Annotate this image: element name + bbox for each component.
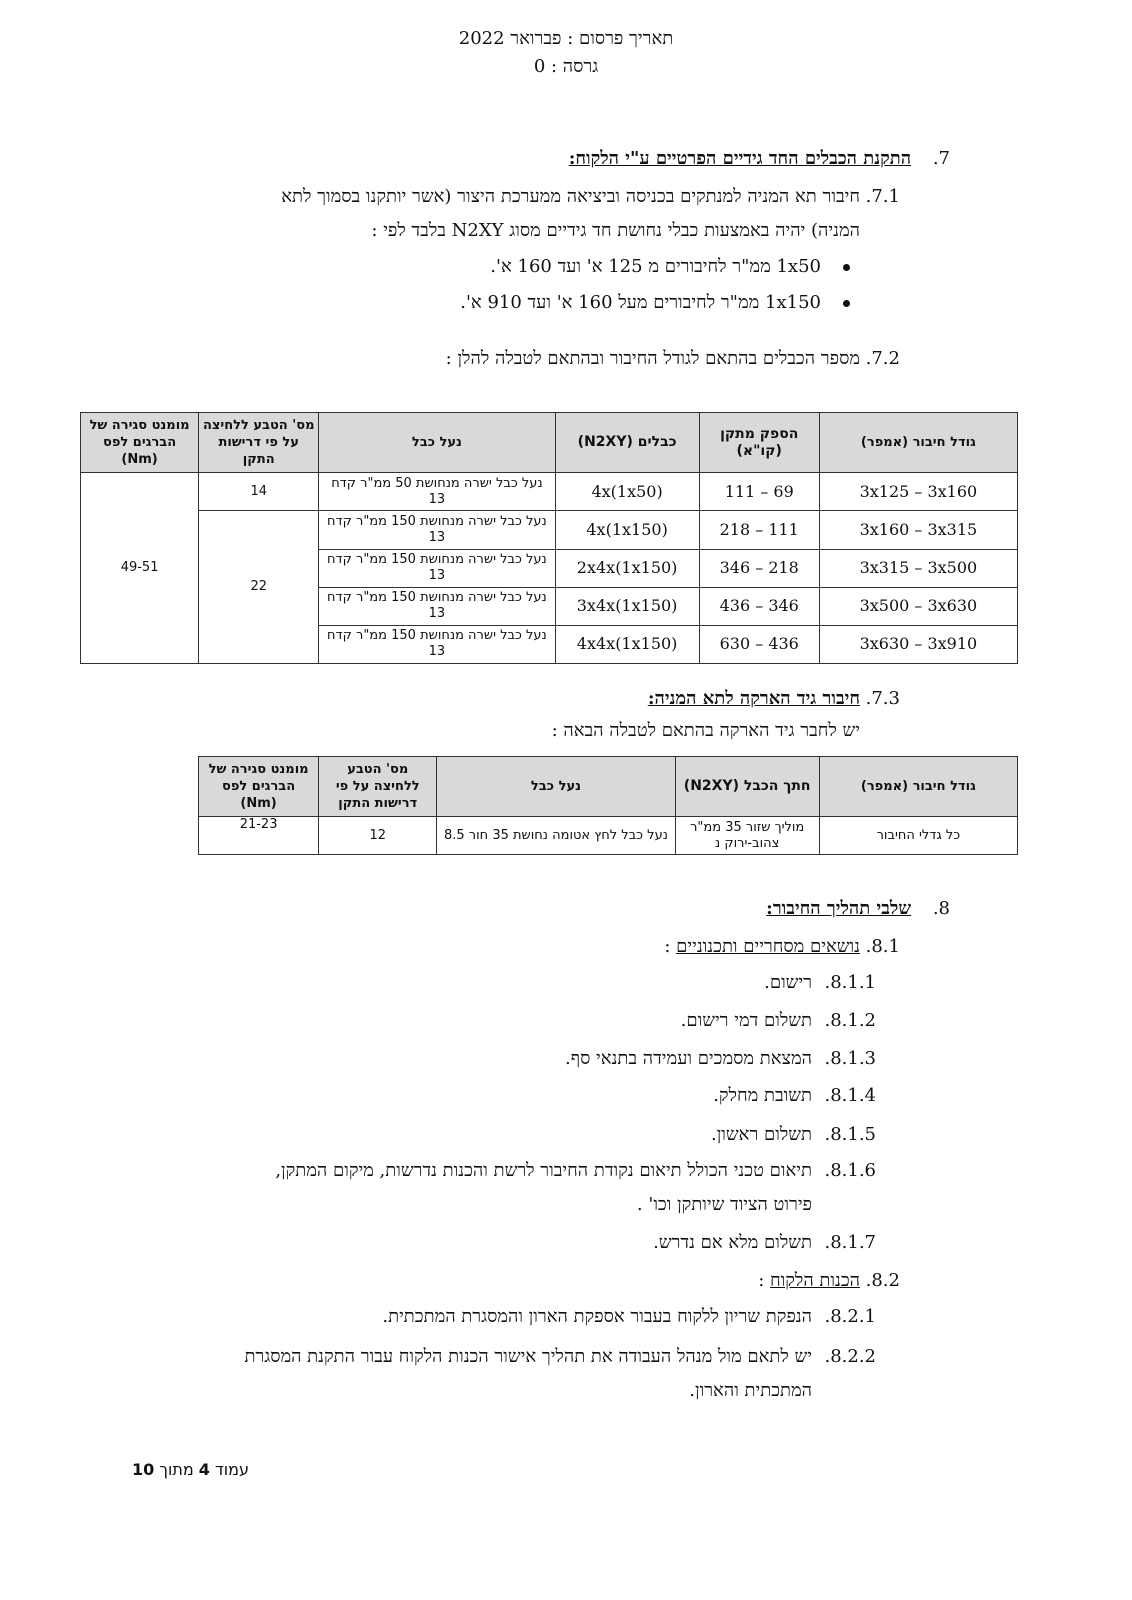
list-item-cont: המתכתית והארון.	[689, 1380, 812, 1401]
cell-lug: נעל כבל לחץ אטומה נחושת 35 חור 8.5	[437, 817, 675, 855]
page-footer	[132, 1460, 432, 1479]
cell-supply: 69 – 111	[699, 473, 819, 511]
cell-die: 12	[319, 817, 437, 855]
item-number: 8.2.2.	[824, 1346, 876, 1367]
cell-supply: 111 – 218	[699, 511, 819, 549]
cell-size: 3x630 – 3x910	[819, 625, 1017, 663]
subsection-title: הכנות הלקוח	[770, 1270, 860, 1291]
cell-lug: נעל כבל ישרה מנחושת 150 ממ"ר קדח 13	[319, 511, 555, 549]
subsection-7-3-title	[260, 688, 860, 709]
paragraph-7-1-cont	[138, 214, 860, 248]
item-number: 8.1.1.	[824, 972, 876, 993]
section-8-heading	[250, 898, 950, 919]
cell-supply: 436 – 630	[699, 625, 819, 663]
header-die: מס' הטבע ללחיצה על פי דרישות התקן	[319, 757, 437, 817]
table-row	[199, 817, 1018, 855]
cell-size: כל גדלי החיבור	[819, 817, 1017, 855]
section-title: התקנת הכבלים החד גידיים הפרטיים ע"י הלקוח:	[568, 148, 912, 169]
list-item-cont: פירוט הציוד שיותקן וכו' .	[636, 1194, 812, 1215]
list-item: תשלום מלא אם נדרש.	[653, 1232, 812, 1253]
subsection-number: 7.2.	[865, 348, 900, 369]
subsection-number: 7.1.	[865, 186, 900, 207]
paragraph-7-2: מספר הכבלים בהתאם לגודל החיבור ובהתאם לטבלה להלן :	[445, 348, 860, 369]
subsection-8-2-title	[260, 1270, 860, 1291]
table-row	[81, 511, 1018, 549]
paragraph-7-3: יש לחבר גיד הארקה בהתאם לטבלה הבאה :	[551, 720, 860, 741]
footer-word-of: מתוך	[159, 1460, 194, 1479]
table-header-row	[199, 757, 1018, 817]
list-item-line: תיאום טכני הכולל תיאום נקודת החיבור לרשת והכנות נדרשות, מיקום המתקן,	[275, 1160, 812, 1181]
cell-lug: נעל כבל ישרה מנחושת 150 ממ"ר קדח 13	[319, 549, 555, 587]
subsection-title: חיבור גיד הארקה לתא המניה:	[647, 688, 860, 709]
subsection-number: 7.3.	[865, 688, 900, 709]
cell-cross: מוליך שזור 35 ממ"ר צהוב-ירוק נ	[675, 817, 819, 855]
bullet-text: 1x50 ממ"ר לחיבורים מ 125 א' ועד 160 א'.	[490, 256, 821, 277]
grounding-table	[198, 756, 1018, 855]
cell-size: 3x160 – 3x315	[819, 511, 1017, 549]
list-item: רישום.	[764, 972, 812, 993]
footer-page-number: 4	[198, 1460, 210, 1479]
bullet-text: 1x150 ממ"ר לחיבורים מעל 160 א' ועד 910 א'.	[460, 292, 821, 313]
header-torque: מומנט סגירה של הברגים לפס (Nm)	[81, 413, 199, 473]
footer-word-page: עמוד	[215, 1460, 250, 1479]
version: גרסה : 0	[533, 56, 599, 77]
section-title: שלבי תהליך החיבור:	[766, 898, 912, 919]
list-item: המצאת מסמכים ועמידה בתנאי סף.	[565, 1048, 812, 1069]
item-number: 8.1.5.	[824, 1124, 876, 1145]
cell-cables: 4x(1x50)	[555, 473, 699, 511]
cell-supply: 346 – 436	[699, 587, 819, 625]
list-item: הנפקת שריון ללקוח בעבור אספקת הארון והמסגרת המתכתית.	[382, 1306, 812, 1327]
item-number: 8.1.7.	[824, 1232, 876, 1253]
section-number: 8.	[932, 898, 950, 919]
paragraph-7-1	[138, 180, 860, 214]
cell-lug: נעל כבל ישרה מנחושת 50 ממ"ר קדח 13	[319, 473, 555, 511]
footer-total-pages: 10	[132, 1460, 155, 1479]
cell-cables: 4x(1x150)	[555, 511, 699, 549]
item-number: 8.1.4.	[824, 1085, 876, 1106]
subsection-8-1-title	[260, 936, 860, 957]
table-header-row	[81, 413, 1018, 473]
header-lug: נעל כבל	[319, 413, 555, 473]
bullet-item	[250, 286, 850, 320]
publish-date: תאריך פרסום : פברואר 2022	[458, 28, 674, 49]
list-item: תשלום דמי רישום.	[680, 1010, 812, 1031]
list-item: תשובת מחלק.	[713, 1085, 812, 1106]
header-die: מס' הטבע ללחיצה על פי דרישות התקן	[199, 413, 319, 473]
cell-size: 3x500 – 3x630	[819, 587, 1017, 625]
list-item	[136, 1154, 812, 1188]
table-row	[81, 473, 1018, 511]
list-item: תשלום ראשון.	[710, 1124, 812, 1145]
bullet-icon	[843, 264, 850, 271]
cables-table	[80, 412, 1018, 664]
section-number: 7.	[932, 148, 950, 169]
header-cross: חתך הכבל (N2XY)	[675, 757, 819, 817]
cell-torque: 49-51	[81, 473, 199, 664]
section-7-heading	[250, 148, 950, 169]
cell-lug: נעל כבל ישרה מנחושת 150 ממ"ר קדח 13	[319, 587, 555, 625]
item-number: 8.1.3.	[824, 1048, 876, 1069]
bullet-icon	[843, 300, 850, 307]
cell-cables: 3x4x(1x150)	[555, 587, 699, 625]
bullet-item	[250, 250, 850, 284]
cell-size: 3x315 – 3x500	[819, 549, 1017, 587]
title-suffix: :	[758, 1270, 771, 1291]
cell-supply: 218 – 346	[699, 549, 819, 587]
subsection-number: 8.2.	[865, 1270, 900, 1291]
header-cables: כבלים (N2XY)	[555, 413, 699, 473]
cell-die: 22	[199, 511, 319, 664]
cell-size: 3x125 – 3x160	[819, 473, 1017, 511]
item-number: 8.2.1.	[824, 1306, 876, 1327]
subsection-title: נושאים מסחריים ותכנוניים	[676, 936, 860, 957]
header-size: גודל חיבור (אמפר)	[819, 757, 1017, 817]
item-number: 8.1.6.	[824, 1160, 876, 1181]
cell-cables: 2x4x(1x150)	[555, 549, 699, 587]
header-supply: הספק מתקן (קו"א)	[699, 413, 819, 473]
header-size: גודל חיבור (אמפר)	[819, 413, 1017, 473]
header-lug: נעל כבל	[437, 757, 675, 817]
cell-cables: 4x4x(1x150)	[555, 625, 699, 663]
subsection-number: 8.1.	[865, 936, 900, 957]
title-suffix: :	[664, 936, 677, 957]
header-torque: מומנט סגירה של הברגים לפס (Nm)	[199, 757, 319, 817]
item-number: 8.1.2.	[824, 1010, 876, 1031]
cell-lug: נעל כבל ישרה מנחושת 150 ממ"ר קדח 13	[319, 625, 555, 663]
list-item	[136, 1340, 812, 1374]
paragraph-line: המניה) יהיה באמצעות כבלי נחושת חד גידיים מסוג N2XY בלבד לפי :	[371, 220, 860, 241]
cell-torque: 21-23	[199, 817, 319, 855]
cell-die: 14	[199, 473, 319, 511]
paragraph-line: חיבור תא המניה למנתקים בכניסה וביציאה ממערכת היצור (אשר יותקנו בסמוך לתא	[281, 186, 860, 207]
list-item-line: יש לתאם מול מנהל העבודה את תהליך אישור הכנות הלקוח עבור התקנת המסגרת	[244, 1346, 812, 1367]
